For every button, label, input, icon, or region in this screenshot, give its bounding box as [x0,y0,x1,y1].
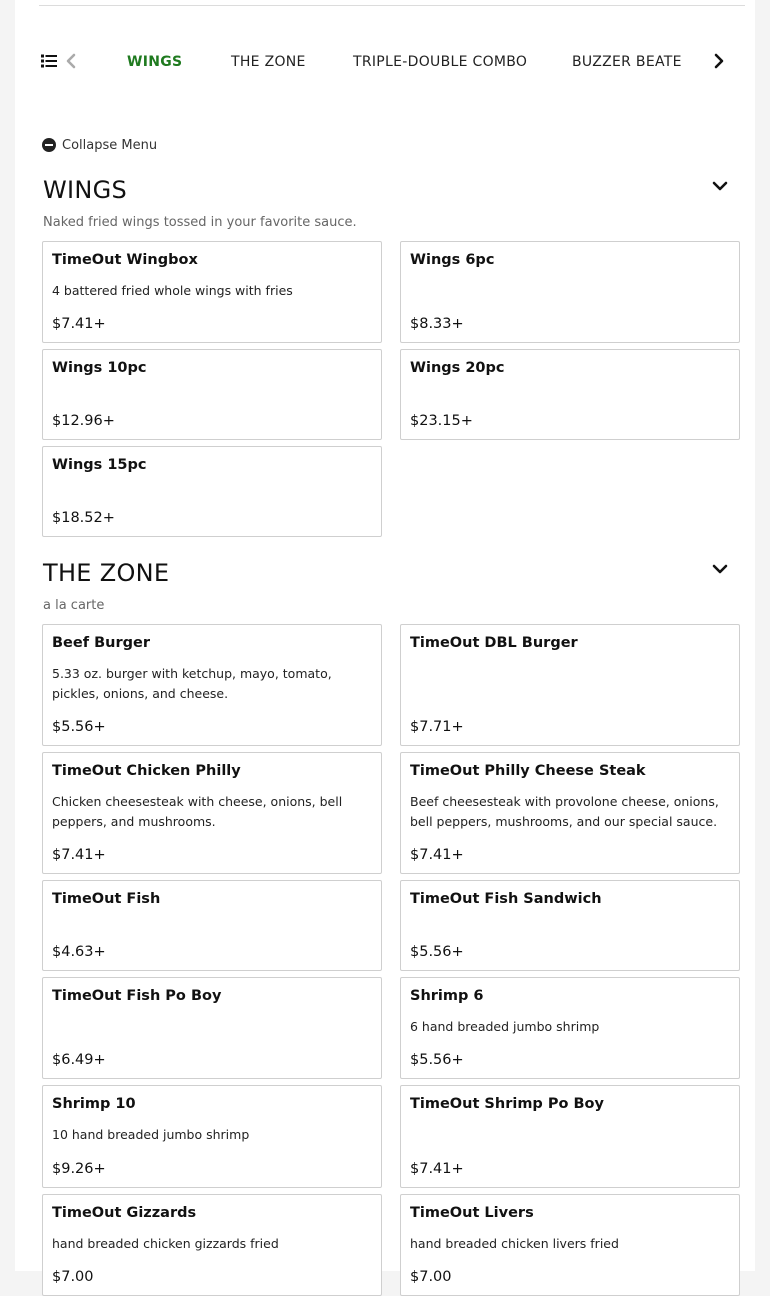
item-name: TimeOut DBL Burger [410,635,578,651]
menu-item-card[interactable] [42,241,382,343]
item-price: $9.26+ [52,1161,106,1177]
menu-item-card[interactable] [400,752,740,874]
tab-strip [105,40,705,84]
menu-item-card[interactable] [42,446,382,537]
item-price: $8.33+ [410,316,464,332]
item-name: TimeOut Fish Po Boy [52,988,222,1004]
item-name: Wings 15pc [52,457,147,473]
item-price: $5.56+ [52,719,106,735]
item-name: Beef Burger [52,635,150,651]
menu-item-card[interactable] [400,241,740,343]
menu-page [15,0,755,1285]
section-title-wings: WINGS [43,176,128,204]
chevron-right-icon[interactable] [713,53,725,69]
item-price: $5.56+ [410,1052,464,1068]
item-price: $7.00 [52,1269,94,1285]
section-description-wings: Naked fried wings tossed in your favorite sauce. [43,215,357,230]
collapse-menu-button[interactable] [42,136,157,154]
item-description: 4 battered fried whole wings with fries [52,283,293,298]
menu-item-card[interactable] [400,880,740,971]
chevron-down-icon[interactable] [712,563,728,575]
tab-wings[interactable]: WINGS [127,54,183,70]
item-description: 10 hand breaded jumbo shrimp [52,1127,250,1142]
menu-item-card[interactable] [400,624,740,746]
item-name: Wings 6pc [410,252,495,268]
item-name: TimeOut Fish [52,891,161,907]
item-description: hand breaded chicken livers fried [410,1236,619,1251]
item-price: $23.15+ [410,413,473,429]
item-price: $4.63+ [52,944,106,960]
chevron-down-icon[interactable] [712,180,728,192]
item-name: TimeOut Philly Cheese Steak [410,763,646,779]
tab-triple-double-combo[interactable]: TRIPLE-DOUBLE COMBO [353,54,528,70]
item-name: TimeOut Gizzards [52,1205,197,1221]
collapse-menu-label: Collapse Menu [62,137,158,153]
item-description: Chicken cheesesteak with cheese, onions, bell peppers, and mushrooms. [52,794,343,829]
menu-item-card[interactable] [42,1085,382,1188]
menu-item-card[interactable] [400,1085,740,1188]
menu-item-card[interactable] [42,624,382,746]
item-name: TimeOut Fish Sandwich [410,891,602,907]
menu-item-card[interactable] [42,752,382,874]
menu-item-card[interactable] [42,977,382,1079]
item-name: Wings 20pc [410,360,505,376]
item-name: TimeOut Livers [410,1205,534,1221]
chevron-left-icon[interactable] [65,53,77,69]
item-price: $7.41+ [52,847,106,863]
item-price: $7.00 [410,1269,452,1285]
item-name: Wings 10pc [52,360,147,376]
item-name: Shrimp 10 [52,1096,136,1112]
tab-the-zone[interactable]: THE ZONE [231,54,306,70]
item-description: Beef cheesesteak with provolone cheese, onions, bell peppers, mushrooms, and our special sauce. [410,794,719,829]
menu-item-card[interactable] [42,1194,382,1296]
item-description: 6 hand breaded jumbo shrimp [410,1019,600,1034]
menu-item-card[interactable] [400,977,740,1079]
item-name: Shrimp 6 [410,988,484,1004]
item-price: $5.56+ [410,944,464,960]
menu-item-card[interactable] [400,349,740,440]
item-price: $7.71+ [410,719,464,735]
item-price: $12.96+ [52,413,115,429]
menu-item-card[interactable] [400,1194,740,1296]
item-name: TimeOut Shrimp Po Boy [410,1096,604,1112]
menu-item-card[interactable] [42,880,382,971]
section-description-the-zone: a la carte [43,598,105,613]
item-price: $7.41+ [410,847,464,863]
item-price: $7.41+ [410,1161,464,1177]
tab-buzzer-beater[interactable]: BUZZER BEATE [572,54,682,70]
category-nav [15,40,755,84]
minus-circle-icon [42,138,56,152]
item-price: $6.49+ [52,1052,106,1068]
item-description: 5.33 oz. burger with ketchup, mayo, tomato, pickles, onions, and cheese. [52,666,332,701]
item-price: $7.41+ [52,316,106,332]
item-description: hand breaded chicken gizzards fried [52,1236,279,1251]
divider [39,5,745,6]
item-name: TimeOut Wingbox [52,252,198,268]
item-price: $18.52+ [52,510,115,526]
menu-item-card[interactable] [42,349,382,440]
section-title-the-zone: THE ZONE [43,559,170,587]
item-name: TimeOut Chicken Philly [52,763,241,779]
list-icon[interactable] [41,54,57,68]
